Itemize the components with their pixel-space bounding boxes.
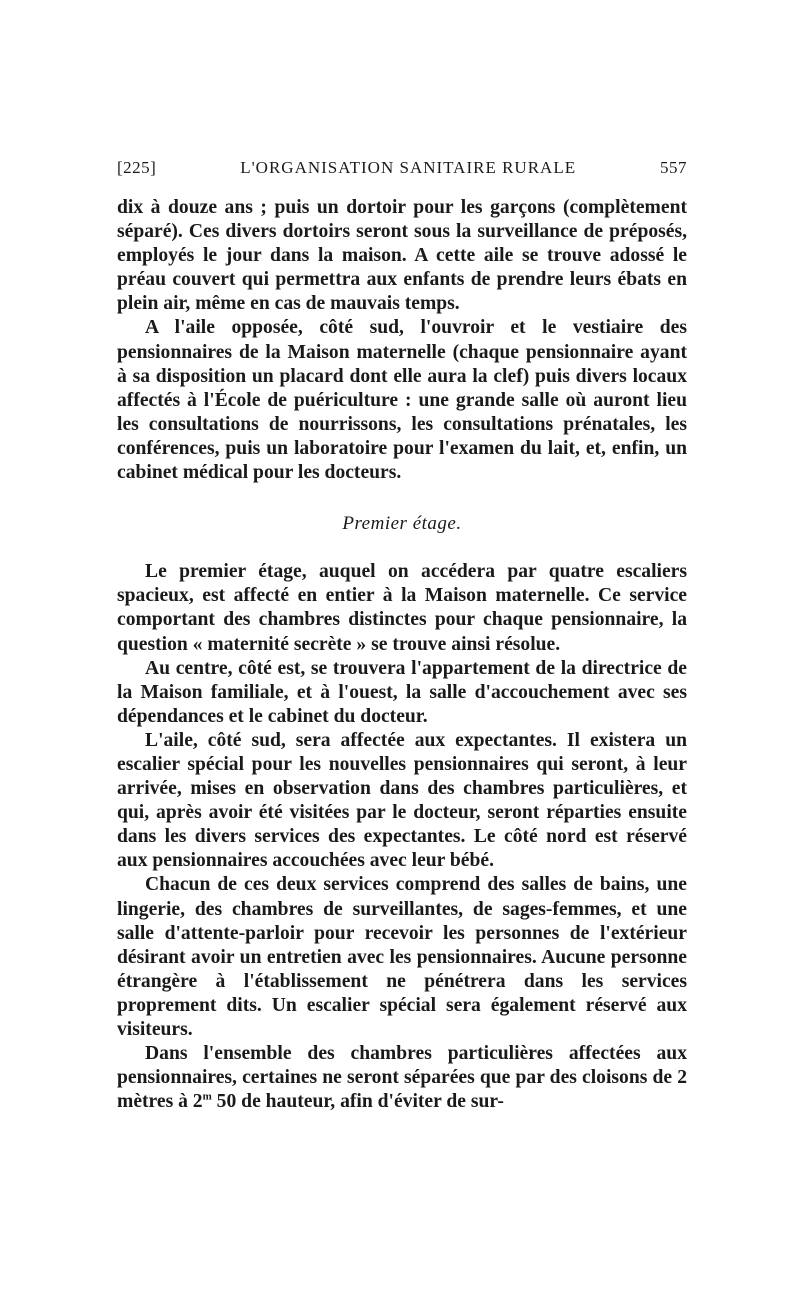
paragraph-2: A l'aile opposée, côté sud, l'ouvroir et le vestiaire des pensionnaires de la Maison maternelle (chaque pensionnaire ayant à sa disposition un placard dont elle aura la clef) puis divers locaux affectés à l'École de puériculture : une grande salle où auront lieu les consultations de nourrissons, les consultations prénatales, les conférences, puis un laboratoire pour l'examen du lait, et, enfin, un cabinet médical pour les docteurs. [117, 317, 687, 484]
running-title: L'ORGANISATION SANITAIRE RURALE [240, 158, 577, 177]
paragraph-7-text-start: Dans l'ensemble des chambres particulières affectées aux pensionnaires, certaines ne seront séparées que par des cloisons de 2 mètres à 2 [117, 1043, 687, 1113]
paragraph-3: Le premier étage, auquel on accédera par quatre escaliers spacieux, est affecté en entier à la Maison maternelle. Ce service comportant des chambres distinctes pour chaque pensionnaire, la question « maternité secrète » se trouve ainsi résolue. [117, 561, 687, 655]
paragraph-7-text-end: 50 de hauteur, afin d'éviter de sur- [211, 1091, 504, 1113]
paragraph-5: L'aile, côté sud, sera affectée aux expectantes. Il existera un escalier spécial pour les nouvelles pensionnaires qui seront, à leur arrivée, mises en observation dans des chambres particulières, et qui, après avoir été visitées par le docteur, seront réparties ensuite dans les divers services des expectantes. Le côté nord est réservé aux pensionnaires accouchées avec leur bébé. [117, 729, 687, 872]
paragraph-4: Au centre, côté est, se trouvera l'appartement de la directrice de la Maison familiale, et à l'ouest, la salle d'accouchement avec ses dépendances et le cabinet du docteur. [117, 657, 687, 727]
paragraph-7 [117, 1042, 687, 1114]
page-reference: [225] [117, 158, 157, 177]
page-number: 557 [660, 158, 687, 177]
page-body [117, 196, 687, 1114]
paragraph-6: Chacun de ces deux services comprend des salles de bains, une lingerie, des chambres de surveillantes, de sages-femmes, et une salle d'attente-parloir pour recevoir les personnes de l'extérieur désirant avoir un entretien avec les pensionnaires. Aucune personne étrangère à l'établissement ne pénétrera dans les services proprement dits. Un escalier spécial sera également réservé aux visiteurs. [117, 874, 687, 1040]
book-page [117, 158, 687, 1114]
meter-superscript: m [202, 1090, 212, 1103]
section-heading: Premier étage. [342, 513, 462, 535]
running-header [117, 158, 687, 188]
paragraph-1: dix à douze ans ; puis un dortoir pour les garçons (complètement séparé). Ces divers dortoirs seront sous la surveillance de préposés, employés le jour dans la maison. A cette aile se trouve adossé le préau couvert qui permettra aux enfants de prendre leurs ébats en plein air, même en cas de mauvais temps. [117, 197, 687, 315]
